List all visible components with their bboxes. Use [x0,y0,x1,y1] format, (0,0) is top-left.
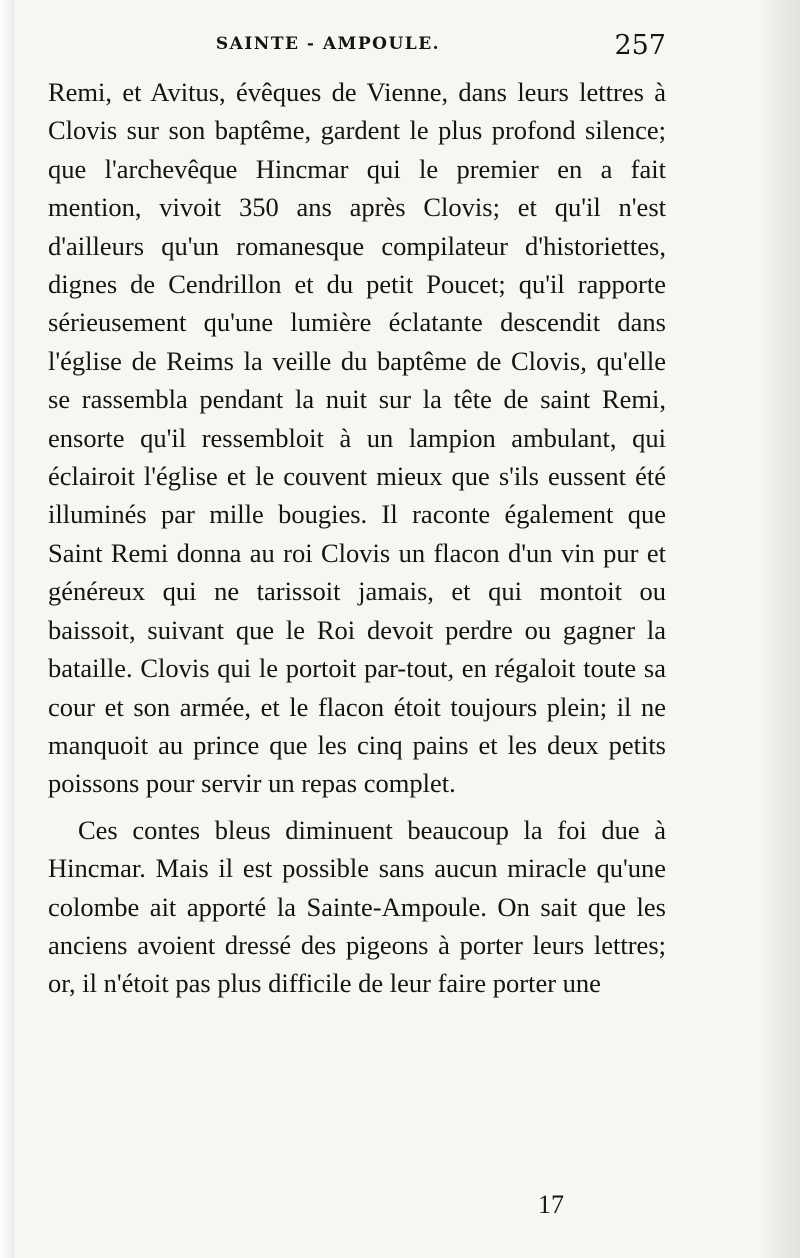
signature-mark: 17 [538,1190,564,1219]
paragraph: Remi, et Avitus, évêques de Vienne, dans leurs lettres à Clovis sur son baptême, gardent le plus profond silence; que l'archevêque Hincmar qui le premier en a fait mention, vivoit 350 ans après Clovis; et qu'il n'est d'ailleurs qu'un romanesque compilateur d'historiettes, dignes de Cendrillon et du petit Poucet; qu'il rapporte sérieusement qu'une lumière éclatante descendit dans l'église de Reims la veille du baptême de Clovis, qu'elle se rassembla pendant la nuit sur la tête de saint Remi, ensorte qu'il ressembloit à un lampion ambulant, qui éclairoit l'église et le couvent mieux que s'ils eussent été illuminés par mille bougies. Il raconte également que Saint Remi donna au roi Clovis un flacon d'un vin pur et généreux qui ne tarissoit jamais, et qui montoit ou baissoit, suivant que le Roi devoit perdre ou gagner la bataille. Clovis qui le portoit par-tout, en régaloit toute sa cour et son armée, et le flacon étoit toujours plein; il ne manquoit au prince que les cinq pains et les deux petits poissons pour servir un repas complet. [48,77,666,799]
paragraph: Ces contes bleus diminuent beaucoup la foi due à Hincmar. Mais il est possible sans aucun miracle qu'une colombe ait apporté la Sainte-Ampoule. On sait que les anciens avoient dressé des pigeons à porter leurs lettres; or, il n'étoit pas plus difficile de leur faire porter une [48,814,666,999]
page-left-edge [0,0,14,1258]
body-text [48,73,666,1003]
running-title: SAINTE - AMPOULE. [215,34,441,54]
running-head [48,30,666,66]
page-right-edge [762,0,800,1258]
page-number: 257 [614,30,666,61]
